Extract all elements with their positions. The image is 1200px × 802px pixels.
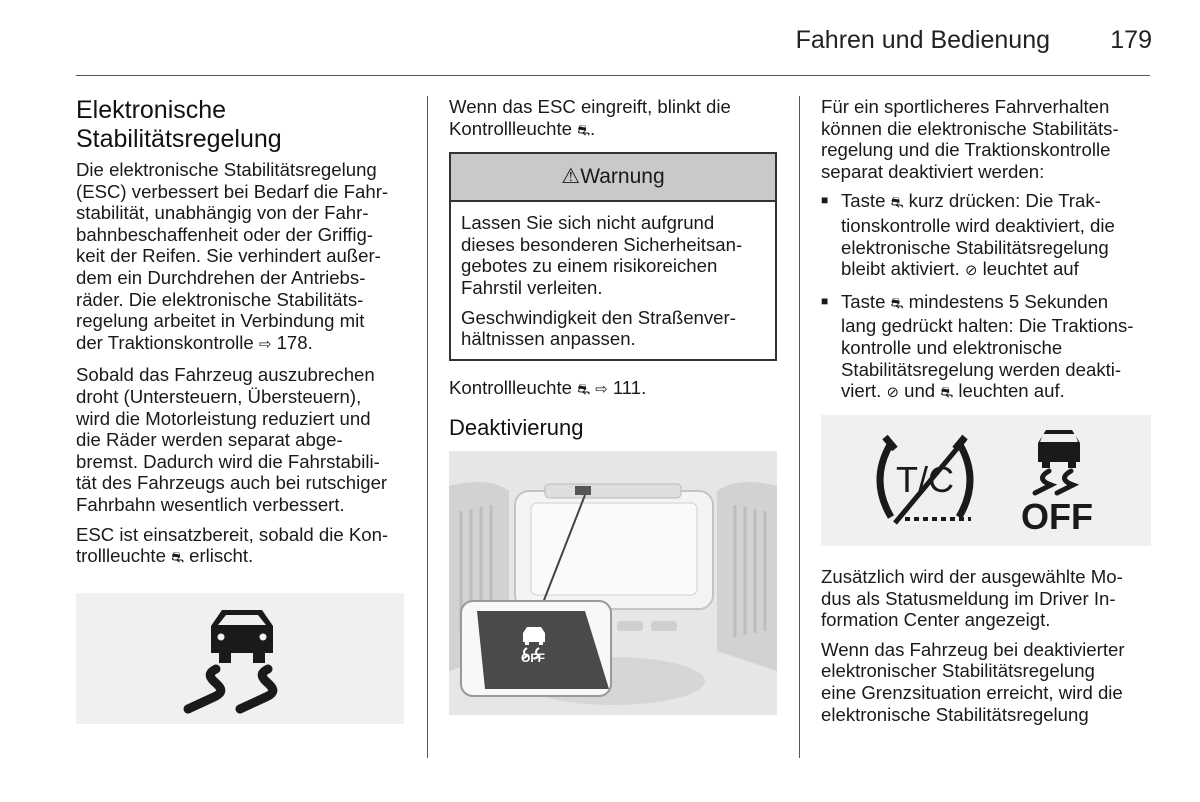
text-line: dieses besonderen Sicherheitsan-: [461, 233, 743, 255]
page-reference-link[interactable]: 178.: [276, 331, 313, 353]
warning-light-reference: [449, 377, 777, 402]
skidding-car-icon: [76, 593, 404, 724]
text-line: Kontrollleuchte: [449, 117, 573, 139]
text-line: elektronische Stabilitätsregelung: [841, 236, 1109, 258]
section-title-line-1: Elektronische: [76, 96, 227, 124]
text-line: lang gedrückt halten: Die Traktions-: [841, 315, 1134, 337]
text-line: Taste: [841, 190, 886, 212]
warning-triangle-icon: ⚠: [561, 165, 581, 189]
text-line: Fahrbahn wesentlich verbessert.: [76, 493, 345, 515]
text-line: Zusätzlich wird der ausgewählte Mo-: [821, 566, 1123, 587]
esc-symbol-image: [76, 593, 404, 724]
esc-function-paragraph: [76, 364, 408, 515]
text-line: keit der Reifen. Sie verhindert außer-: [76, 245, 381, 267]
text-line: Taste: [841, 290, 886, 312]
section-title: [76, 96, 408, 154]
column-3: [821, 96, 1157, 413]
text-line: und: [904, 380, 936, 402]
text-line: der Traktionskontrolle: [76, 331, 254, 353]
warning-body: [451, 202, 775, 359]
column-divider-2: [799, 96, 800, 758]
esc-warning-light-icon: ⛐: [577, 381, 591, 398]
text-line: Fahrstil verleiten.: [461, 276, 603, 298]
text-line: leuchtet auf: [982, 258, 1079, 280]
text-line: ESC ist einsatzbereit, sobald die Kon-: [76, 523, 389, 545]
dashboard-photo: [449, 451, 777, 715]
page-header-title: Fahren und Bedienung: [795, 26, 1050, 54]
text-line: (ESC) verbessert bei Bedarf die Fahr-: [76, 180, 389, 202]
bullet-icon: ■: [821, 293, 829, 308]
page-number: 179: [1110, 26, 1152, 54]
text-line: Sobald das Fahrzeug auszubrechen: [76, 364, 375, 386]
text-line: viert.: [841, 380, 882, 402]
esc-intro-paragraph: [76, 159, 408, 356]
tc-symbol-label: T/C: [896, 459, 954, 500]
limit-situation-paragraph: [821, 639, 1157, 725]
text-line: leuchten auf.: [958, 380, 1065, 402]
warning-header: [451, 154, 775, 202]
center-console-illustration: [449, 451, 777, 715]
text-line: kurz drücken: Die Trak-: [908, 190, 1101, 212]
esc-off-symbol-label: OFF: [1021, 496, 1093, 537]
text-line: elektronischer Stabilitätsregelung: [821, 660, 1095, 682]
text-line: Stabilitätsregelung werden deakti-: [841, 358, 1122, 380]
text-line: kontrolle und elektronische: [841, 336, 1063, 358]
column-divider-1: [427, 96, 428, 758]
sport-mode-intro: [821, 96, 1157, 182]
esc-warning-light-icon: ⛐: [171, 550, 184, 567]
text-line: mindestens 5 Sekunden: [908, 290, 1109, 312]
text-line: Wenn das ESC eingreift, blinkt die: [449, 96, 731, 117]
traction-control-off-icon: ⊘: [886, 385, 899, 402]
tc-esc-off-symbols-image: [821, 415, 1151, 546]
traction-control-off-icon: ⊘: [965, 263, 978, 280]
esc-warning-light-icon: ⛐: [577, 122, 591, 139]
esc-off-icon: ⛐: [940, 385, 954, 402]
text-line: bremst. Dadurch wird die Fahrstabili-: [76, 450, 380, 472]
header-rule: [76, 75, 1150, 76]
text-line: Kontrollleuchte: [449, 376, 573, 398]
text-line: bleibt aktiviert.: [841, 258, 960, 280]
text-line: elektronische Stabilitätsregelung: [821, 703, 1089, 725]
list-item: [821, 190, 1157, 282]
text-line: bahnbeschaffenheit oder der Griffig-: [76, 223, 374, 245]
column-1: [76, 96, 408, 578]
text-line: stabilität, unabhängig von der Fahr-: [76, 202, 369, 224]
text-line: Geschwindigkeit den Straßenver-: [461, 306, 736, 328]
text-line: Die elektronische Stabilitätsregelung: [76, 159, 377, 180]
esc-blink-paragraph: Wenn das ESC eingreift, blinkt die Kontrollleuchte ⛐.: [449, 96, 777, 142]
text-line: räder. Die elektronische Stabilitäts-: [76, 288, 364, 310]
text-line: trollleuchte: [76, 545, 166, 567]
text-line: tionskontrolle wird deaktiviert, die: [841, 214, 1115, 236]
page-reference-link[interactable]: 111.: [612, 376, 647, 398]
text-line: regelung arbeitet in Verbindung mit: [76, 310, 365, 332]
off-button-label: OFF: [521, 651, 545, 665]
text-line: separat deaktiviert werden:: [821, 160, 1045, 182]
warning-paragraph: [461, 307, 765, 350]
section-title-line-2: Stabilitätsregelung: [76, 125, 282, 153]
text-line: eine Grenzsituation erreicht, wird die: [821, 681, 1123, 703]
text-line: droht (Untersteuern, Übersteuern),: [76, 385, 362, 407]
text-line: hältnissen anpassen.: [461, 328, 636, 350]
text-line: formation Center angezeigt.: [821, 609, 1051, 631]
text-line: wird die Motorleistung reduziert und: [76, 407, 371, 429]
deactivation-heading: Deaktivierung: [449, 415, 584, 441]
list-item: [821, 291, 1157, 405]
esc-ready-paragraph: [76, 524, 408, 570]
text-line: Für ein sportlicheres Fahrverhalten: [821, 96, 1110, 117]
page-ref-arrow-icon: ⇨: [258, 336, 272, 353]
text-line: gebotes zu einem risikoreichen: [461, 255, 718, 277]
esc-button-icon: ⛐: [890, 195, 904, 212]
warning-title: Warnung: [580, 165, 665, 189]
page-ref-arrow-icon: ⇨: [595, 381, 608, 398]
text-line: die Räder werden separat abge-: [76, 429, 343, 451]
column-2: [449, 96, 777, 453]
text-line: tät des Fahrzeugs auch bei rutschiger: [76, 472, 388, 494]
text-line: Lassen Sie sich nicht aufgrund: [461, 212, 715, 234]
esc-button-icon: ⛐: [890, 295, 904, 312]
text-line: dus als Statusmeldung im Driver In-: [821, 587, 1116, 609]
warning-paragraph: [461, 212, 765, 298]
column-3-lower: [821, 566, 1157, 733]
warning-box: [449, 152, 777, 361]
text-line: können die elektronische Stabilitäts-: [821, 117, 1119, 139]
text-line: Wenn das Fahrzeug bei deaktivierter: [821, 638, 1125, 660]
text-line: dem ein Durchdrehen der Antriebs-: [76, 266, 366, 288]
bullet-icon: ■: [821, 193, 829, 208]
text-line: erlischt.: [189, 545, 254, 567]
driver-info-paragraph: [821, 566, 1157, 631]
symbols-svg: [821, 415, 1151, 546]
text-line: regelung und die Traktionskontrolle: [821, 139, 1111, 161]
